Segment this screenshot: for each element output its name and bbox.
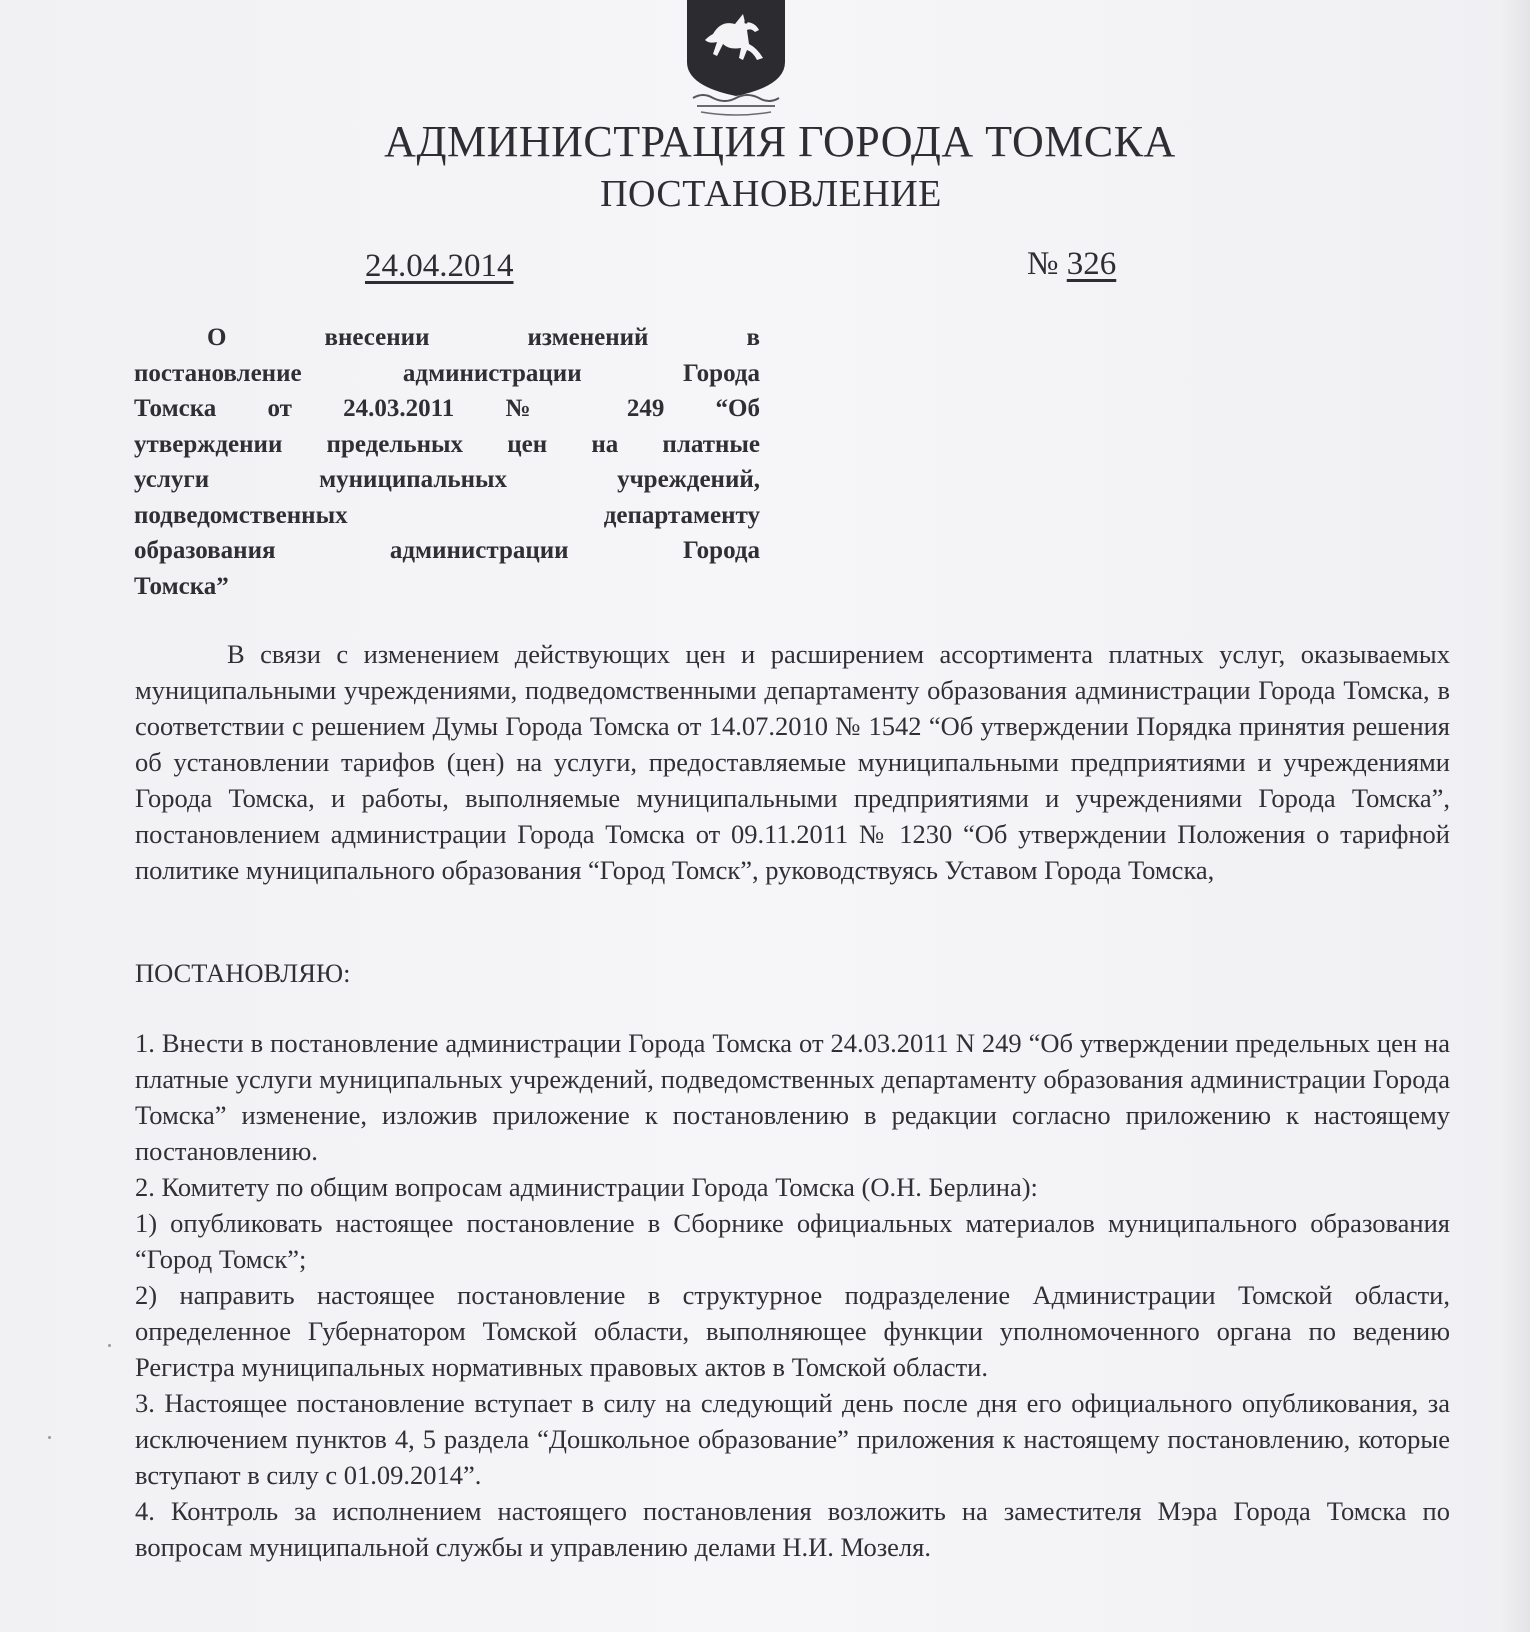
scan-speck: [108, 1344, 111, 1347]
subject-line: образования администрации Города: [134, 537, 760, 564]
number-value: 326: [1066, 246, 1117, 282]
organization-title: АДМИНИСТРАЦИЯ ГОРОДА ТОМСКА: [384, 117, 1176, 166]
document-number: [1027, 246, 1116, 283]
decree-item: 2) направить настоящее постановление в структурное подразделение Администрации Томской области, определенное Губернатором Томской области, выполняющее функции уполномоченного органа по ведению Регистра муниципальных нормативных правовых актов в Томской области.: [135, 1280, 1450, 1382]
decree-item: 2. Комитету по общим вопросам администрации Города Томска (О.Н. Берлина):: [135, 1172, 1038, 1202]
subject-line: подведомственных департаменту: [134, 501, 760, 529]
decree-item: 1) опубликовать настоящее постановление в Сборнике официальных материалов муниципального образования “Город Томск”;: [135, 1208, 1450, 1274]
subject-line: услуги муниципальных учреждений,: [134, 466, 760, 493]
decree-item: 1. Внести в постановление администрации Города Томска от 24.03.2011 N 249 “Об утверждении предельных цен на платные услуги муниципальных учреждений, подведомственных департаменту образования администрации Города Томска” изменение, изложив приложение к постановлению в редакции согласно приложению к настоящему постановлению.: [135, 1028, 1450, 1166]
decree-word: ПОСТАНОВЛЯЮ:: [135, 958, 351, 988]
document-type: ПОСТАНОВЛЕНИЕ: [600, 173, 942, 215]
tomsk-coat-of-arms-icon: [683, 0, 789, 120]
document-date: 24.04.2014: [365, 248, 514, 284]
document-subject: [134, 320, 760, 604]
preamble-paragraph: В связи с изменением действующих цен и расширением ассортимента платных услуг, оказываемых муниципальными учреждениями, подведомственными департаменту образования администрации Города Томска, в соответствии с решением Думы Города Томска от 14.07.2010 № 1542 “Об утверждении Порядка принятия решения об установлении тарифов (цен) на услуги, предоставляемые муниципальными предприятиями и учреждениями Города Томска, и работы, выполняемые муниципальными предприятиями и учреждениями Города Томска”, постановлением администрации Города Томска от 09.11.2011 № 1230 “Об утверждении Положения о тарифной политике муниципального образования “Город Томск”, руководствуясь Уставом Города Томска,: [135, 639, 1450, 885]
number-sign: №: [1027, 246, 1059, 282]
decree-item: 3. Настоящее постановление вступает в силу на следующий день после дня его официального опубликования, за исключением пунктов 4, 5 раздела “Дошкольное образование” приложения к настоящему постановлению, которые вступают в силу с 01.09.2014”.: [135, 1388, 1450, 1490]
subject-line: утверждении предельных цен на платные: [134, 430, 760, 458]
subject-line: Томска”: [134, 572, 229, 600]
scan-speck: [48, 1436, 51, 1439]
decree-item: 4. Контроль за исполнением настоящего постановления возложить на заместителя Мэра Города Томска по вопросам муниципальной службы и управлению делами Н.И. Мозеля.: [135, 1496, 1450, 1562]
subject-line: Томска от 24.03.2011 № 249 “Об: [134, 395, 760, 422]
page-edge-shadow: [1500, 0, 1530, 1632]
subject-line: постановление администрации Города: [134, 359, 760, 387]
subject-line: О внесении изменений в: [207, 324, 760, 351]
decree-items: [135, 1025, 1450, 1565]
